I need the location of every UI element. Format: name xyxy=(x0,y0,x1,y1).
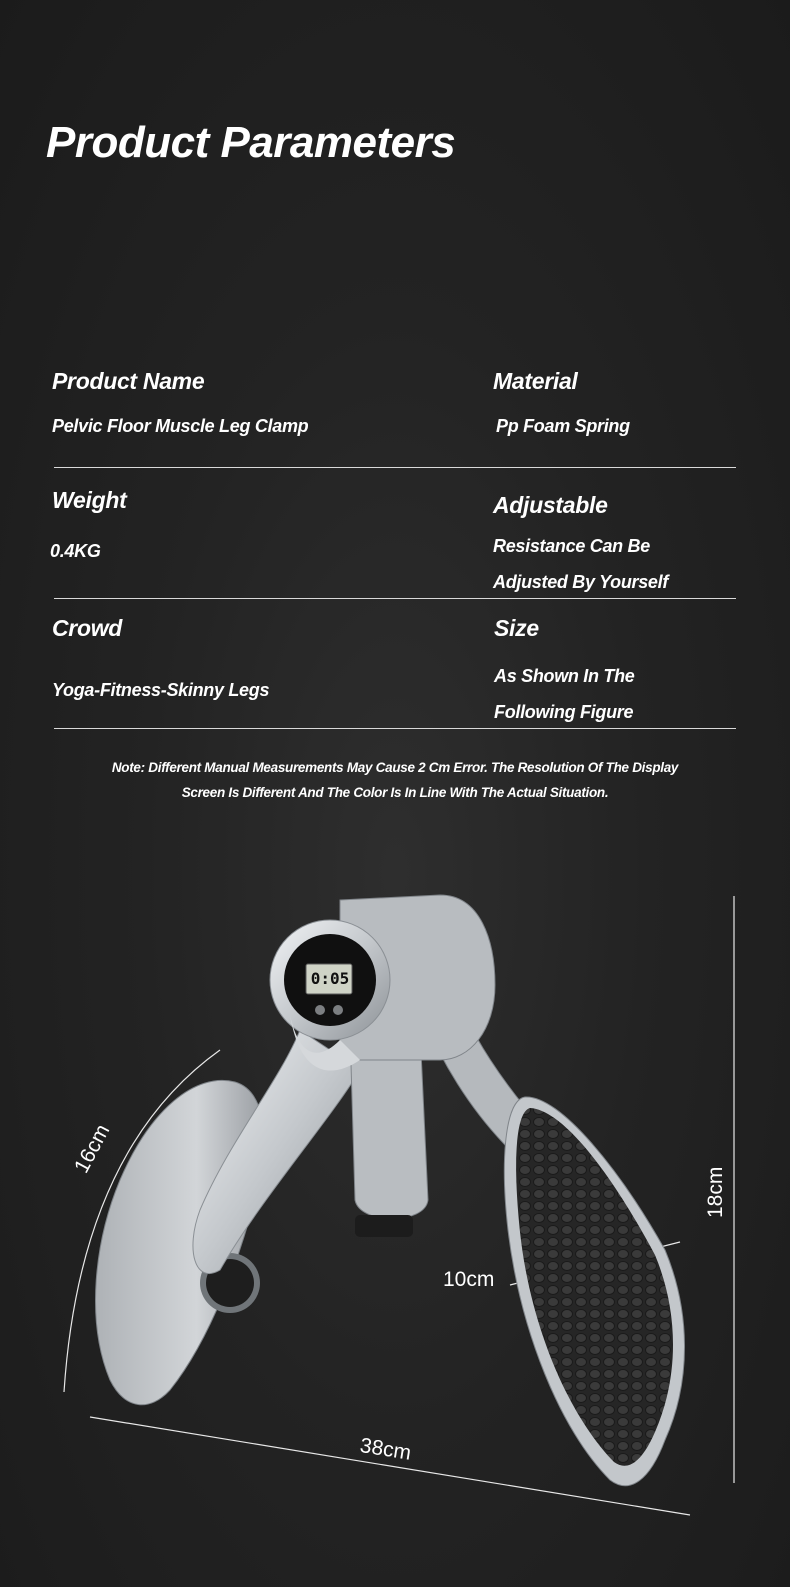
note-line-1: Note: Different Manual Measurements May Cause 2 Cm Error. The Resolution Of The Display xyxy=(111,760,679,775)
note-line-2: Screen Is Different And The Color Is In Line With The Actual Situation. xyxy=(181,785,609,800)
weight-label: Weight xyxy=(52,487,127,513)
adjust-knob xyxy=(355,1215,413,1237)
product-name-value: Pelvic Floor Muscle Leg Clamp xyxy=(52,416,309,436)
page-title: Product Parameters xyxy=(46,118,456,167)
timer-button xyxy=(315,1005,325,1015)
crowd-label: Crowd xyxy=(52,615,123,641)
material-value: Pp Foam Spring xyxy=(496,416,630,436)
size-value-line2: Following Figure xyxy=(494,702,634,722)
crowd-value: Yoga-Fitness-Skinny Legs xyxy=(52,680,270,700)
size-value-line1: As Shown In The xyxy=(494,666,635,686)
product-name-label: Product Name xyxy=(52,368,205,394)
dimension-label-16cm: 16cm xyxy=(70,1120,115,1177)
timer-button xyxy=(333,1005,343,1015)
size-label: Size xyxy=(494,615,539,641)
adjustable-value-line2: Adjusted By Yourself xyxy=(493,572,669,592)
weight-value: 0.4KG xyxy=(50,541,101,561)
adjustable-value-line1: Resistance Can Be xyxy=(493,536,650,556)
dimension-label-18cm: 18cm xyxy=(704,1166,727,1218)
dimension-label-38cm: 38cm xyxy=(358,1434,413,1465)
lcd-reading: 0:05 xyxy=(310,969,350,988)
dimension-label-10cm: 10cm xyxy=(443,1268,495,1291)
right-pad xyxy=(504,1097,684,1486)
adjustable-label: Adjustable xyxy=(493,492,608,518)
material-label: Material xyxy=(493,368,578,394)
left-pad xyxy=(96,1080,265,1404)
